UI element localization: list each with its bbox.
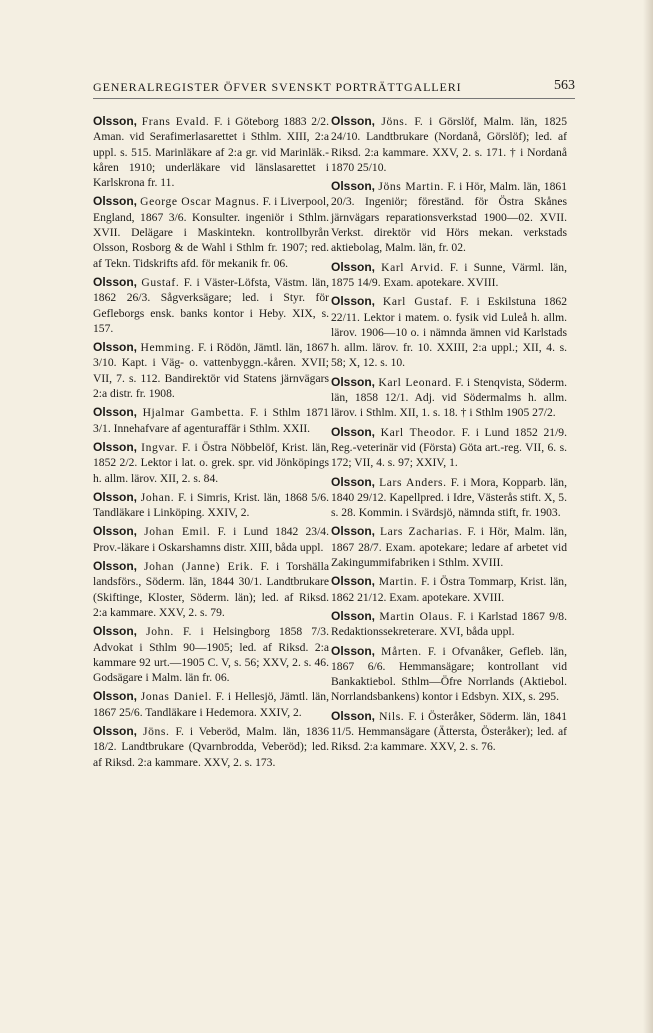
register-entry (331, 524, 567, 570)
register-entry (331, 475, 567, 521)
entry-given-name: Mårten. (381, 644, 422, 658)
entry-given-name: Johan Emil. (144, 525, 211, 539)
entry-surname: Olsson, (331, 114, 376, 128)
entry-surname: Olsson, (93, 405, 138, 420)
entry-surname: Olsson, (331, 524, 376, 539)
register-entry (331, 609, 567, 640)
entry-surname: Olsson, (93, 439, 138, 454)
entry-given-name: Jöns. (381, 115, 408, 128)
entry-surname: Olsson, (331, 424, 376, 439)
entry-text: F. i Stenqvista, Söderm. län, 1858 12/1. Adj. vid Södermalms h. allm. lärov. i Sthlm. XII, 1. s. 18. † i Sthlm 1905 27/2. (331, 375, 567, 420)
entry-surname: Olsson, (93, 524, 138, 539)
entry-text: F. i Östra Nöbbelöf, Krist. län, 1852 2/2. Lektor i lat. o. grek. spr. vid Jönköpings h. allm. lärov. XII, 2. s. 84. (93, 440, 330, 485)
entry-given-name: Hemming. (140, 341, 195, 355)
entry-surname: Olsson, (331, 179, 376, 194)
register-entry (331, 574, 567, 605)
entry-surname: Olsson, (93, 624, 138, 639)
page-edge-shadow (643, 0, 653, 1033)
register-entry (93, 689, 329, 720)
entry-surname: Olsson, (93, 340, 138, 355)
entry-text: F. i Hör, Malm. län, 1861 20/3. Ingeniör; föreständ. för Östra Skånes järnvägars reparationsverkstad 1900—02. XVII. Verkst. direktör vid Hörs mekan. verkstads aktiebolag, Malm. län, fr. 02. (331, 180, 567, 255)
entry-text: F. i Hör, Malm. län, 1867 28/7. Exam. apotekare; ledare af arbetet vid Zakingummifabriken i Sthlm. XVIII. (331, 525, 567, 570)
entry-text: F. i Veberöd, Malm. län, 1836 18/2. Landtbrukare (Qvarnbrodda, Veberöd); led. af Riksd. 2:a kammare. XXV, 2. s. 173. (93, 724, 329, 769)
entry-surname: Olsson, (331, 374, 376, 389)
running-title: GENERALREGISTER ÖFVER SVENSKT PORTRÄTTGALLERI (93, 80, 462, 94)
entry-given-name: Jonas Daniel. (140, 690, 212, 704)
entry-text: F. i Hellesjö, Jämtl. län, 1867 25/6. Tandläkare i Hedemora. XXIV, 2. (93, 690, 329, 719)
entry-given-name: Jöns. (142, 724, 170, 738)
register-entry (93, 524, 329, 555)
register-entry (331, 179, 567, 255)
entry-text: F. i Eskilstuna 1862 22/11. Lektor i matem. o. fysik vid Luleå h. allm. lärov. 1906—10 o. i nämnda ämnen vid Karlstads h. allm. lärov. fr. 10. XXIII, 2:a uppl.; XII, 4. s. 58; X, 12. s. 10. (331, 295, 567, 370)
register-entry (331, 114, 567, 175)
entry-text: F. i Österåker, Söderm. län, 1841 11/5. Hemmansägare (Ättersta, Österåker); led. af Riksd. 2:a kammare. XXV, 2. s. 76. (331, 709, 567, 754)
entry-text: F. i Sunne, Värml. län, 1875 14/9. Exam. apotekare. XVIII. (331, 260, 568, 289)
entry-text: F. i Helsingborg 1858 7/3. Advokat i Sthlm 90—1905; led. af Riksd. 2:a kammare 92 urt.—1905 C. V, s. 56; XXV, 2. s. 46. Godsägare i Malm. län fr. 06. (93, 625, 329, 685)
entry-given-name: Martin Olaus. (379, 609, 454, 623)
entry-text: F. i Görslöf, Malm. län, 1825 24/10. Landtbrukare (Nordanå, Görslöf); led. af Riksd. 2:a kammare. XXV, 2. s. 171. † i Nordanå 1870 25/10. (331, 115, 568, 174)
entry-given-name: Hjalmar Gambetta. (142, 406, 245, 420)
register-entry (93, 114, 329, 190)
entry-surname: Olsson, (93, 194, 138, 209)
entry-given-name: Lars Anders. (379, 475, 447, 489)
entry-given-name: Ingvar. (141, 440, 178, 454)
register-entry (93, 559, 329, 620)
entry-text: F. i Lund 1842 23/4. Prov.-läkare i Oskarshamns distr. XIII, båda uppl. (93, 525, 329, 554)
register-entry (93, 490, 329, 521)
entry-given-name: Martin. (378, 575, 418, 589)
entry-surname: Olsson, (93, 723, 138, 738)
entry-given-name: Gustaf. (141, 275, 180, 289)
entry-text: F. i Liverpool, England, 1867 3/6. Konsulter. ingeniör i Sthlm. XVII. Delägare i Maskintekn. kontrollbyrån Olsson, Rosborg & de Wahl i Sthlm fr. 1907; red. af Tekn. Tidskrifts afd. för mekanik fr. 06. (93, 195, 330, 270)
entry-text: F. i Lund 1852 21/9. Reg.-veterinär vid (Första) Göta art.-reg. VII, 6. s. 172; VII, 4. s. 97; XXIV, 1. (331, 425, 567, 470)
register-entry (331, 644, 567, 705)
entry-given-name: John. (146, 625, 174, 639)
entry-given-name: Karl Leonard. (378, 375, 452, 389)
entry-text: F. i Östra Tommarp, Krist. län, 1862 21/12. Exam. apotekare. XVIII. (331, 575, 567, 604)
entry-given-name: George Oscar Magnus. (140, 195, 260, 209)
entry-text: F. i Mora, Kopparb. län, 1840 29/12. Kapellpred. i Idre, Västerås stift. X, 5. s. 28. Kommin. i Svärdsjö, nämnda stift, fr. 1903. (331, 475, 567, 520)
entry-given-name: Jöns Martin. (378, 180, 444, 194)
register-entry (331, 425, 567, 471)
register-entry (331, 260, 567, 291)
page-number: 563 (554, 78, 575, 93)
entry-surname: Olsson, (93, 114, 138, 128)
entry-surname: Olsson, (331, 474, 376, 489)
entry-text: F. i Sthlm 1871 3/1. Innehafvare af agenturaffär i Sthlm. XXII. (93, 406, 329, 435)
entry-given-name: Frans Evald. (141, 115, 210, 128)
register-entry (331, 294, 567, 370)
entry-given-name: Karl Theodor. (380, 425, 457, 439)
entry-given-name: Nils. (379, 709, 405, 723)
register-entry (93, 440, 329, 486)
entry-surname: Olsson, (93, 559, 138, 574)
right-column (331, 114, 567, 759)
entry-surname: Olsson, (331, 294, 376, 309)
entry-text: F. i Karlstad 1867 9/8. Redaktionssekreterare. XVI, båda uppl. (331, 609, 567, 639)
entry-given-name: Karl Arvid. (381, 260, 444, 274)
entry-text: F. i Simris, Krist. län, 1868 5/6. Tandläkare i Linköping. XXIV, 2. (93, 490, 329, 520)
left-column (93, 114, 329, 774)
entry-text: F. i Väster-Löfsta, Västm. län, 1862 26/3. Sågverksägare; led. i Styr. för Gefleborgs ensk. banks kontor i Heby. XIX, s. 157. (93, 275, 329, 335)
entry-given-name: Johan (Janne) Erik. (144, 560, 254, 574)
entry-given-name: Karl Gustaf. (382, 295, 453, 309)
page-header (93, 78, 575, 99)
entry-given-name: Lars Zacharias. (379, 525, 463, 539)
register-entry (93, 194, 329, 270)
entry-surname: Olsson, (93, 489, 138, 504)
register-entry (331, 375, 567, 421)
register-entry (93, 624, 329, 685)
register-entry (93, 724, 329, 770)
entry-text: F. i Torshälla landsförs., Söderm. län, 1844 30/1. Landtbrukare (Skiftinge, Kloster, Söderm. län); led. af Riksd. 2:a kammare. XXV, 2. s. 79. (93, 560, 329, 619)
entry-surname: Olsson, (331, 708, 376, 723)
register-entry (93, 340, 329, 401)
entry-text: F. i Ofvanåker, Gefleb. län, 1867 6/6. Hemmansägare; kontrollant vid Bankaktiebol. Sthlm—Öfre Norrlands (Aktiebol. Norrlandsbankens) kontor i Edsbyn. XIX, s. 295. (331, 644, 567, 704)
entry-surname: Olsson, (93, 274, 138, 289)
entry-surname: Olsson, (331, 643, 376, 658)
entry-surname: Olsson, (331, 574, 376, 589)
entry-surname: Olsson, (331, 259, 376, 274)
entry-given-name: Johan. (140, 490, 175, 504)
register-entry (93, 275, 329, 336)
register-entry (331, 709, 567, 755)
entry-text: F. i Rödön, Jämtl. län, 1867 3/10. Kapt. i Väg- o. vattenbyggn.-kåren. XVII; VII, 7. s. 112. Bandirektör vid Statens järnvägars 2:a distr. fr. 1908. (93, 341, 329, 401)
entry-surname: Olsson, (331, 608, 376, 623)
entry-surname: Olsson, (93, 689, 138, 704)
entry-text: F. i Göteborg 1883 2/2. Aman. vid Serafimerlasarettet i Sthlm. XIII, 2:a uppl. s. 515. Marinläkare af 2:a gr. vid Marinläk.-kåren 1910; underläkare vid länslasarettet i Karlskrona fr. 11. (93, 115, 329, 190)
register-entry (93, 405, 329, 436)
